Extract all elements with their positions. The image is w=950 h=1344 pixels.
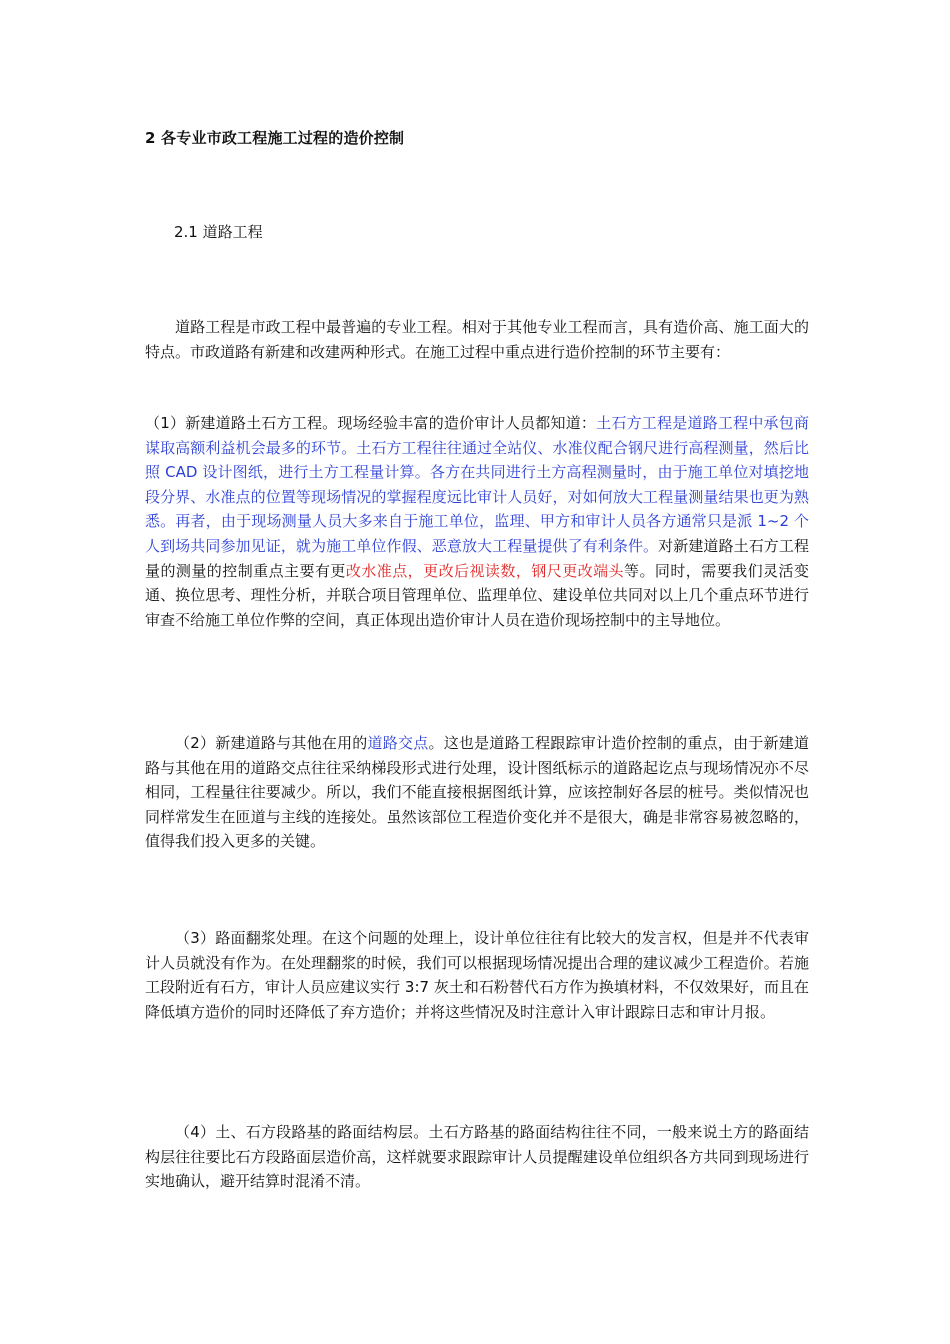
section-heading: 2 各专业市政工程施工过程的造价控制 bbox=[145, 129, 405, 147]
paragraph-earthwork-highlight-red: 改水准点，更改后视读数，钢尺更改端头 bbox=[345, 561, 624, 580]
paragraph-pavement-structure: （4）土、石方段路基的路面结构层。土石方路基的路面结构往往不同，一般来说土方的路面结构层往往要比石方段路面层造价高，这样就要求跟踪审计人员提醒建设单位组织各方共同到现场进行实地确认，避开结算时混淆不清。 bbox=[145, 1123, 809, 1191]
paragraph-earthwork-text-e: 等。同时，需要我们灵活变通、换位思考、理性分析，并联合项目管理单位、监理单位、建设单位共同对以上几个重点环节进行审查不给施工单位作弊的空间，真正体现出造价审计人员在造价现场控制中的主导地位。 bbox=[145, 561, 809, 629]
paragraph-subgrade-treatment: （3）路面翻浆处理。在这个问题的处理上，设计单位往往有比较大的发言权，但是并不代表审计人员就没有作为。在处理翻浆的时候，我们可以根据现场情况提出合理的建议减少工程造价。若施工段附近有石方，审计人员应建议实行 3:7 灰土和石粉替代石方作为换填材料，不仅效果好，而且在降低填方造价的同时还降低了弃方造价；并将这些情况及时注意计入审计跟踪日志和审计月报。 bbox=[145, 929, 809, 1021]
paragraph-earthwork-text-c: 对新建道路土石方工程量的测量的控制重点主要有更 bbox=[145, 536, 809, 580]
paragraph-intersection bbox=[145, 731, 809, 854]
intro-paragraph: 道路工程是市政工程中最普遍的专业工程。相对于其他专业工程而言，具有造价高、施工面大的特点。市政道路有新建和改建两种形式。在施工过程中重点进行造价控制的环节主要有： bbox=[145, 318, 809, 361]
paragraph-earthwork-text-a: （1）新建道路土石方工程。现场经验丰富的造价审计人员都知道： bbox=[145, 414, 597, 432]
paragraph-intersection-text-c: 。这也是道路工程跟踪审计造价控制的重点，由于新建道路与其他在用的道路交点往往采纳梯段形式进行处理，设计图纸标示的道路起讫点与现场情况亦不尽相同，工程量往往要减少。所以，我们不能直接根据图纸计算，应该控制好各层的桩号。类似情况也同样常发生在匝道与主线的连接处。虽然该部位工程造价变化并不是很大，确是非常容易被忽略的，值得我们投入更多的关键。 bbox=[145, 734, 809, 851]
paragraph-intersection-highlight-blue: 道路交点 bbox=[367, 734, 429, 752]
paragraph-intersection-text-a: （2）新建道路与其他在用的 bbox=[175, 734, 368, 752]
paragraph-earthwork bbox=[145, 411, 809, 632]
subsection-heading: 2.1 道路工程 bbox=[174, 223, 263, 241]
paragraph-earthwork-highlight-blue: 土石方工程是道路工程中承包商谋取高额利益机会最多的环节。土石方工程往往通过全站仪、水准仪配合钢尺进行高程测量，然后比照 CAD 设计图纸，进行土方工程量计算。各方在共同进行土方高程测量时，由于施工单位对填挖地段分界、水准点的位置等现场情况的掌握程度远比审计人员好，对如何放大工程量测量结果也更为熟悉。再者，由于现场测量人员大多来自于施工单位，监理、甲方和审计人员各方通常只是派 1~2 个人到场共同参加见证，就为施工单位作假、恶意放大工程量提供了有利条件。 bbox=[145, 414, 809, 555]
